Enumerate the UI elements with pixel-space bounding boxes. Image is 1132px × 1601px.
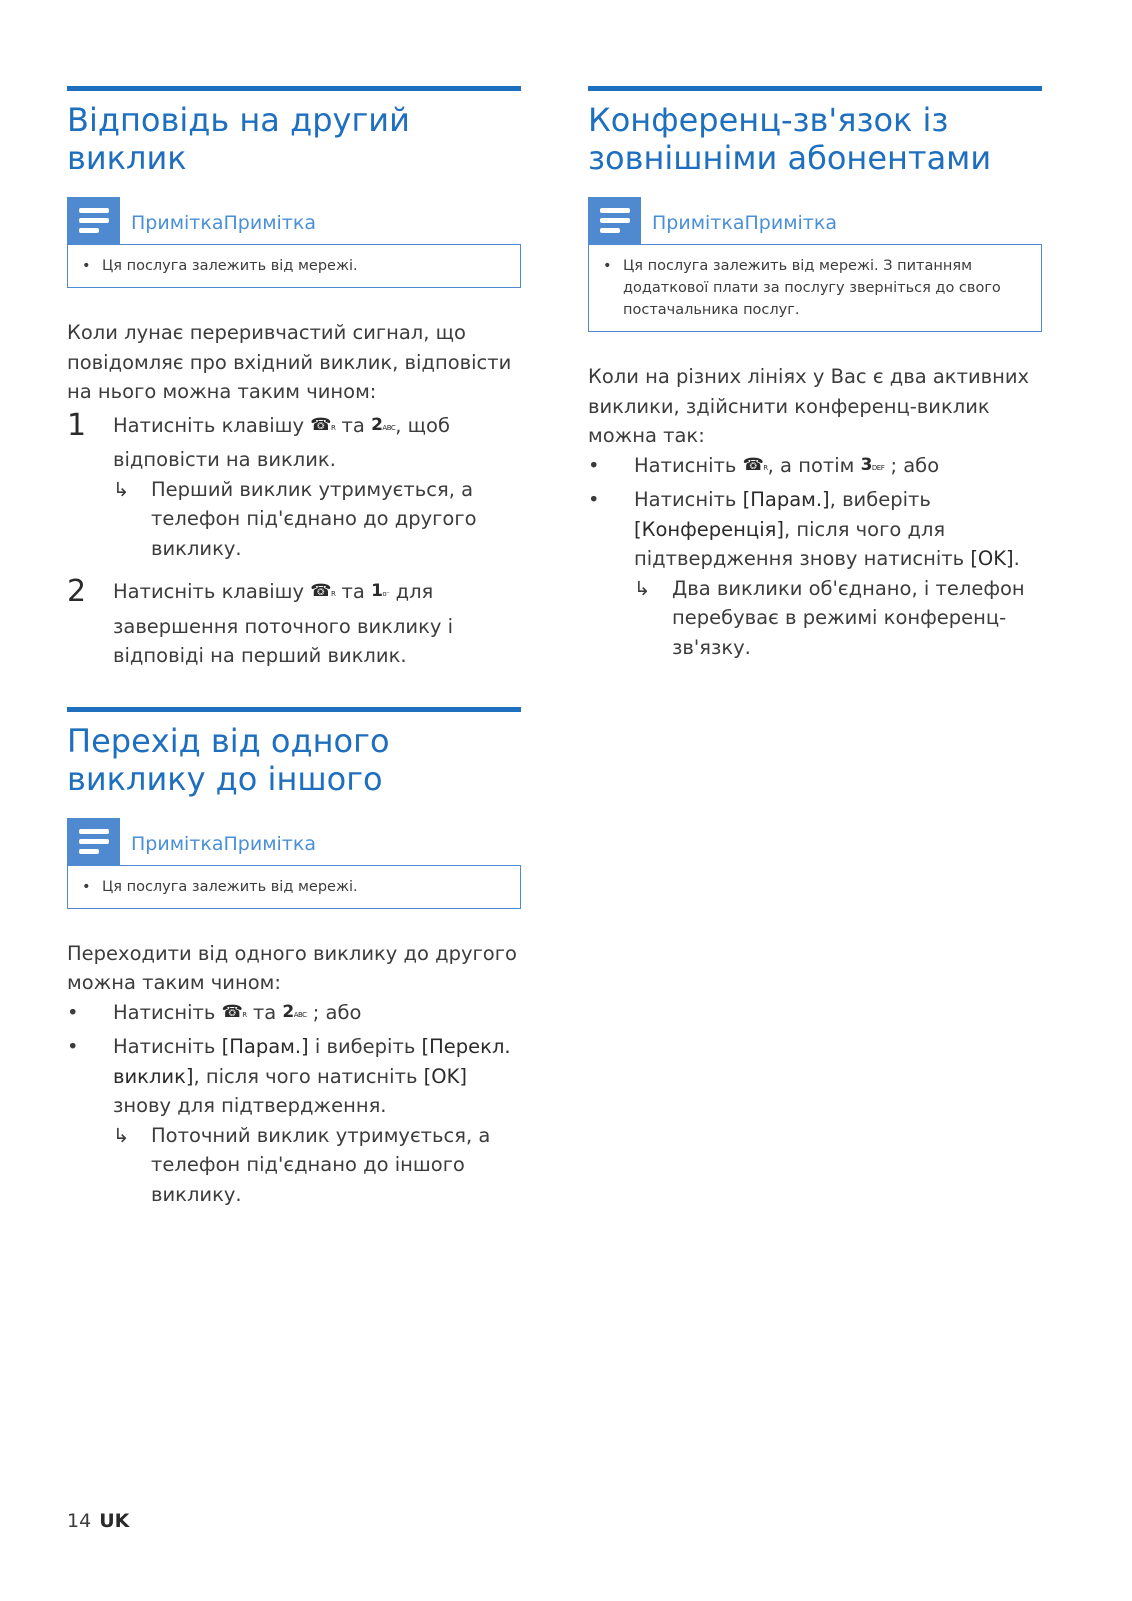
note-block: [67, 818, 521, 909]
note-text: • Ця послуга залежить від мережі.: [82, 876, 506, 898]
handset-r-key-icon: ☎R: [310, 414, 336, 435]
section-rule: [67, 86, 521, 91]
step-number: 1: [67, 407, 87, 443]
bullet-item: • Натисніть [Парам.] і виберіть [Перекл. виклик], після чого натисніть [OK] знову для підтвердження. ↳ Поточний виклик утримується, а телефон під'єднано до іншого виклику.: [67, 1032, 521, 1209]
menu-switch-call-label: [Перекл. виклик]: [113, 1035, 511, 1088]
result-text: Два виклики об'єднано, і телефон перебуває в режимі конференц-зв'язку.: [672, 576, 1025, 659]
step-item: [67, 574, 521, 671]
note-icon: [67, 197, 120, 244]
page-footer: [67, 1510, 129, 1532]
note-header: [67, 197, 521, 244]
result-text: Поточний виклик утримується, а телефон під'єднано до іншого виклику.: [151, 1123, 491, 1206]
result-arrow-icon: ↳: [113, 477, 130, 501]
note-box: [67, 865, 521, 909]
step-text: та: [341, 413, 365, 437]
step-text: Натисніть клавішу: [113, 413, 305, 437]
bullet-text: і виберіть: [314, 1035, 416, 1058]
menu-ok-label: [OK]: [970, 547, 1014, 570]
note-text: • Ця послуга залежить від мережі. З питанням додаткової плати за послугу зверніться до свого постачальника послуг.: [603, 255, 1027, 321]
step-item: [67, 407, 521, 564]
bullet-item: • Натисніть [Парам.], виберіть [Конференція], після чого для підтвердження знову натисніть [OK]. ↳ Два виклики об'єднано, і телефон перебуває в режимі конференц-зв'язку.: [588, 485, 1042, 662]
bullet-text: Натисніть: [634, 453, 737, 477]
note-icon: [67, 818, 120, 865]
section-heading-conference: Конференц-зв'язок із зовнішніми абонентами: [588, 101, 992, 177]
handset-r-key-icon: ☎R: [310, 581, 336, 601]
note-text: • Ця послуга залежить від мережі.: [82, 255, 506, 277]
note-block: [588, 197, 1042, 332]
note-header: [588, 197, 1042, 244]
bullet-list: [588, 451, 1042, 663]
step-text: та: [341, 580, 365, 603]
language-code: UK: [99, 1510, 130, 1532]
intro-paragraph: Переходити від одного виклику до другого можна таким чином:: [67, 941, 517, 994]
section-rule: [67, 707, 521, 712]
bullet-item: • Натисніть ☎R, а потім 3DEF ; або: [588, 451, 1042, 486]
key-2-icon: 2ABC: [371, 414, 396, 435]
bullet-text: , після чого натисніть: [193, 1064, 418, 1088]
note-box: [588, 244, 1042, 332]
step-text: Натисніть клавішу: [113, 580, 305, 603]
key-3-icon: 3DEF: [860, 454, 885, 475]
bullet-text: .: [1013, 547, 1020, 570]
bullet-text: Натисніть: [634, 488, 737, 511]
page-number: 14: [67, 1510, 92, 1532]
bullet-result: [634, 574, 1042, 663]
left-column: [67, 86, 521, 1209]
bullet-text: та: [252, 1000, 277, 1024]
intro-paragraph: Коли на різних лініях у Вас є два активних виклики, здійснити конференц-виклик можна так:: [588, 365, 1030, 447]
note-icon: [588, 197, 641, 244]
section-heading-answer-second-call: Відповідь на другий виклик: [67, 101, 410, 177]
note-block: [67, 197, 521, 288]
menu-options-label: [Парам.]: [742, 488, 830, 511]
step-text: для завершення поточного виклику і відповіді на перший виклик.: [113, 580, 454, 667]
handset-r-key-icon: ☎R: [742, 454, 768, 475]
result-arrow-icon: ↳: [113, 1123, 130, 1147]
bullet-text: знову для підтвердження.: [113, 1094, 387, 1117]
bullet-text: Натисніть: [113, 1000, 216, 1024]
note-header: [67, 818, 521, 865]
handset-r-key-icon: ☎R: [221, 1001, 247, 1022]
step-number: 2: [67, 574, 87, 609]
bullet-item: • Натисніть ☎R та 2ABC ; або: [67, 998, 521, 1033]
bullet-result: [113, 1121, 521, 1210]
bullet-text: Натисніть: [113, 1035, 216, 1058]
section-rule: [588, 86, 1042, 91]
note-box: [67, 244, 521, 288]
result-text: Перший виклик утримується, а телефон під'єднано до другого виклику.: [151, 477, 477, 560]
bullet-text: , виберіть: [829, 488, 931, 511]
intro-paragraph: Коли лунає переривчастий сигнал, що повідомляє про вхідний виклик, відповісти на нього можна таким чином:: [67, 321, 512, 403]
result-arrow-icon: ↳: [634, 576, 651, 600]
bullet-list: [67, 998, 521, 1210]
menu-options-label: [Парам.]: [221, 1035, 309, 1058]
note-title: ПриміткаПримітка: [652, 212, 837, 234]
note-title: ПриміткаПримітка: [131, 832, 316, 855]
menu-ok-label: [OK]: [423, 1064, 468, 1088]
bullet-text: ; або: [312, 1000, 362, 1024]
steps-list: [67, 407, 521, 671]
bullet-text: ; або: [890, 453, 940, 477]
bullet-text: , а потім: [767, 453, 855, 477]
right-column: [588, 86, 1042, 662]
section-heading-switch-calls: Перехід від одного виклику до іншого: [67, 721, 390, 798]
step-result: [113, 475, 521, 564]
bullet-text: , після чого для підтвердження знову натисніть: [634, 517, 965, 570]
menu-conference-label: [Конференція]: [634, 517, 784, 541]
key-1-icon: 1o⁻: [371, 581, 390, 601]
key-2-icon: 2ABC: [282, 1001, 307, 1022]
note-title: ПриміткаПримітка: [131, 212, 316, 234]
step-text: , щоб відповісти на виклик.: [113, 413, 450, 471]
